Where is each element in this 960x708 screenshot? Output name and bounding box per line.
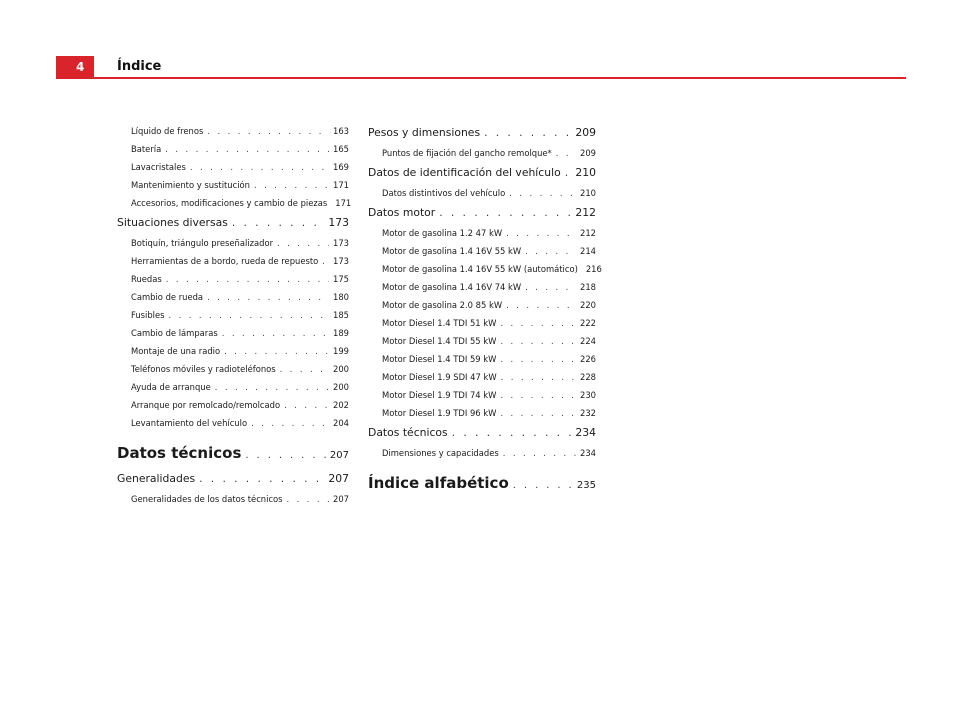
toc-entry-page: 173: [333, 238, 349, 248]
toc-entry-title: Motor Diesel 1.9 TDI 96 kW: [382, 408, 497, 418]
toc-entry-title: Datos motor: [368, 206, 436, 219]
toc-leader-dots: [322, 252, 329, 270]
toc-entry-title: Dimensiones y capacidades: [382, 448, 499, 458]
toc-leader-dots: [525, 242, 576, 260]
toc-entry-title: Botiquín, triángulo preseñalizador: [131, 238, 274, 248]
toc-leader-dots: [251, 414, 329, 432]
toc-entry[interactable]: [117, 122, 349, 140]
toc-leader-dots: [525, 278, 576, 296]
toc-leader-dots: [500, 350, 576, 368]
toc-leader-dots: [287, 490, 329, 508]
toc-entry[interactable]: [117, 414, 349, 432]
toc-entry-title: Motor Diesel 1.9 TDI 74 kW: [382, 390, 497, 400]
toc-entry-title: Generalidades de los datos técnicos: [131, 494, 283, 504]
toc-entry-page: 214: [580, 246, 596, 256]
toc-entry-page: 207: [333, 494, 349, 504]
toc-entry-page: 224: [580, 336, 596, 346]
header-divider: [56, 77, 906, 79]
toc-entry[interactable]: [117, 288, 349, 306]
toc-entry-title: Datos técnicos: [117, 444, 242, 462]
toc-entry-title: Líquido de frenos: [131, 126, 204, 136]
toc-entry-title: Ayuda de arranque: [131, 382, 211, 392]
toc-entry-title: Mantenimiento y sustitución: [131, 180, 250, 190]
toc-entry-page: 216: [585, 264, 602, 274]
page-title: Índice: [117, 59, 162, 74]
toc-entry-page: 228: [580, 372, 596, 382]
toc-entry[interactable]: [117, 234, 349, 252]
toc-entry-title: Datos distintivos del vehículo: [382, 188, 506, 198]
toc-entry[interactable]: [368, 144, 596, 162]
toc-entry[interactable]: [368, 278, 596, 296]
toc-entry-page: 163: [333, 126, 349, 136]
toc-entry[interactable]: [368, 314, 596, 332]
toc-entry-page: 200: [333, 382, 349, 392]
toc-leader-dots: [513, 471, 573, 501]
toc-entry-page: 165: [333, 144, 349, 154]
toc-leader-dots: [501, 368, 576, 386]
header-tab: [56, 56, 94, 78]
toc-leader-dots: [222, 324, 329, 342]
toc-entry-title: Pesos y dimensiones: [368, 126, 481, 139]
toc-entry-page: 222: [580, 318, 596, 328]
toc-entry-title: Cambio de lámparas: [131, 328, 218, 338]
toc-entry-page: 207: [329, 450, 349, 461]
toc-entry-page: 202: [333, 400, 349, 410]
toc-entry-title: Situaciones diversas: [117, 216, 228, 229]
toc-leader-dots: [439, 202, 571, 224]
toc-leader-dots: [500, 314, 576, 332]
toc-entry-page: 210: [575, 166, 596, 179]
toc-entry-title: Motor Diesel 1.9 SDI 47 kW: [382, 372, 497, 382]
toc-entry-title: Motor Diesel 1.4 TDI 55 kW: [382, 336, 497, 346]
toc-entry[interactable]: [117, 324, 349, 342]
toc-entry-title: Fusibles: [131, 310, 165, 320]
toc-entry-title: Montaje de una radio: [131, 346, 221, 356]
toc-entry[interactable]: [117, 212, 349, 234]
toc-leader-dots: [280, 360, 329, 378]
toc-leader-dots: [190, 158, 329, 176]
toc-leader-dots: [165, 140, 329, 158]
toc-entry-page: 199: [333, 346, 349, 356]
toc-leader-dots: [277, 234, 329, 252]
toc-leader-dots: [224, 342, 329, 360]
toc-entry[interactable]: [368, 184, 596, 202]
toc-entry-page: 200: [333, 364, 349, 374]
toc-entry-title: Motor de gasolina 1.2 47 kW: [382, 228, 503, 238]
toc-leader-dots: [169, 306, 329, 324]
toc-leader-dots: [506, 296, 576, 314]
toc-entry[interactable]: [117, 194, 352, 212]
toc-entry[interactable]: [117, 306, 349, 324]
toc-entry-page: 175: [333, 274, 349, 284]
toc-leader-dots: [503, 444, 576, 462]
toc-entry-page: 212: [580, 228, 596, 238]
toc-entry-title: Batería: [131, 144, 162, 154]
toc-entry[interactable]: [368, 202, 596, 224]
toc-entry-title: Motor de gasolina 1.4 16V 74 kW: [382, 282, 522, 292]
toc-entry-page: 171: [335, 198, 352, 208]
toc-leader-dots: [215, 378, 329, 396]
toc-entry-title: Datos de identificación del vehículo: [368, 166, 561, 179]
toc-entry[interactable]: [117, 468, 349, 490]
toc-entry-page: 169: [333, 162, 349, 172]
toc-entry[interactable]: [117, 252, 349, 270]
toc-leader-dots: [556, 144, 576, 162]
toc-entry-title: Motor de gasolina 1.4 16V 55 kW: [382, 246, 522, 256]
toc-entry[interactable]: [117, 176, 349, 194]
toc-entry-page: 185: [333, 310, 349, 320]
toc-entry-title: Generalidades: [117, 472, 196, 485]
toc-entry-title: Motor de gasolina 1.4 16V 55 kW (automático): [382, 264, 578, 274]
toc-leader-dots: [284, 396, 329, 414]
toc-leader-dots: [207, 122, 329, 140]
toc-entry[interactable]: [368, 368, 596, 386]
toc-entry[interactable]: [117, 438, 349, 468]
toc-entry-title: Índice alfabético: [368, 474, 509, 492]
toc-leader-dots: [509, 184, 576, 202]
toc-entry-page: 212: [575, 206, 596, 219]
toc-entry[interactable]: [368, 162, 596, 184]
toc-entry[interactable]: [368, 260, 602, 278]
toc-leader-dots: [500, 332, 576, 350]
toc-entry[interactable]: [368, 404, 596, 422]
toc-entry[interactable]: [117, 378, 349, 396]
toc-entry[interactable]: [368, 350, 596, 368]
toc-entry[interactable]: [368, 242, 596, 260]
toc-entry[interactable]: [368, 386, 596, 404]
toc-entry[interactable]: [368, 422, 596, 444]
toc-entry-page: 189: [333, 328, 349, 338]
toc-entry[interactable]: [368, 122, 596, 144]
toc-entry-page: 218: [580, 282, 596, 292]
toc-entry[interactable]: [117, 270, 349, 288]
toc-entry-page: 226: [580, 354, 596, 364]
toc-leader-dots: [500, 404, 576, 422]
toc-leader-dots: [232, 212, 325, 234]
toc-leader-dots: [506, 224, 576, 242]
toc-entry-title: Herramientas de a bordo, rueda de repuesto: [131, 256, 319, 266]
toc-right-column: [368, 122, 602, 498]
toc-entry[interactable]: [368, 296, 596, 314]
toc-entry[interactable]: [117, 140, 349, 158]
toc-entry-title: Lavacristales: [131, 162, 186, 172]
toc-entry-title: Cambio de rueda: [131, 292, 204, 302]
toc-entry-title: Motor Diesel 1.4 TDI 51 kW: [382, 318, 497, 328]
toc-leader-dots: [452, 422, 572, 444]
toc-entry-page: 235: [576, 480, 596, 491]
toc-leader-dots: [254, 176, 329, 194]
toc-entry[interactable]: [368, 332, 596, 350]
toc-entry-page: 173: [328, 216, 349, 229]
toc-entry-page: 234: [575, 426, 596, 439]
toc-leader-dots: [565, 162, 572, 184]
toc-entry-title: Arranque por remolcado/remolcado: [131, 400, 281, 410]
toc-entry[interactable]: [368, 224, 596, 242]
toc-leader-dots: [245, 441, 326, 471]
toc-entry-title: Teléfonos móviles y radioteléfonos: [131, 364, 276, 374]
toc-leader-dots: [207, 288, 329, 306]
toc-entry-page: 180: [333, 292, 349, 302]
toc-entry[interactable]: [117, 360, 349, 378]
toc-entry-title: Datos técnicos: [368, 426, 448, 439]
toc-entry[interactable]: [368, 468, 596, 498]
toc-entry-page: 220: [580, 300, 596, 310]
toc-entry[interactable]: [368, 444, 596, 462]
toc-entry-page: 234: [580, 448, 596, 458]
toc-entry[interactable]: [117, 490, 349, 508]
toc-entry-page: 207: [328, 472, 349, 485]
toc-entry-title: Puntos de fijación del gancho remolque*: [382, 148, 552, 158]
toc-entry-title: Ruedas: [131, 274, 162, 284]
toc-leader-dots: [166, 270, 329, 288]
toc-left-column: [117, 122, 352, 508]
toc-entry-page: 210: [580, 188, 596, 198]
toc-leader-dots: [199, 468, 324, 490]
toc-entry-page: 209: [580, 148, 596, 158]
toc-entry-page: 230: [580, 390, 596, 400]
toc-entry-title: Motor Diesel 1.4 TDI 59 kW: [382, 354, 497, 364]
toc-entry-page: 232: [580, 408, 596, 418]
toc-entry-page: 171: [333, 180, 349, 190]
toc-leader-dots: [500, 386, 576, 404]
toc-entry-page: 209: [575, 126, 596, 139]
toc-entry-title: Motor de gasolina 2.0 85 kW: [382, 300, 503, 310]
toc-entry[interactable]: [117, 342, 349, 360]
toc-entry-page: 173: [333, 256, 349, 266]
toc-entry-page: 204: [333, 418, 349, 428]
toc-leader-dots: [484, 122, 571, 144]
toc-entry-title: Accesorios, modificaciones y cambio de piezas: [131, 198, 328, 208]
toc-entry[interactable]: [117, 158, 349, 176]
toc-entry-title: Levantamiento del vehículo: [131, 418, 248, 428]
toc-entry[interactable]: [117, 396, 349, 414]
page-number: 4: [76, 60, 85, 74]
